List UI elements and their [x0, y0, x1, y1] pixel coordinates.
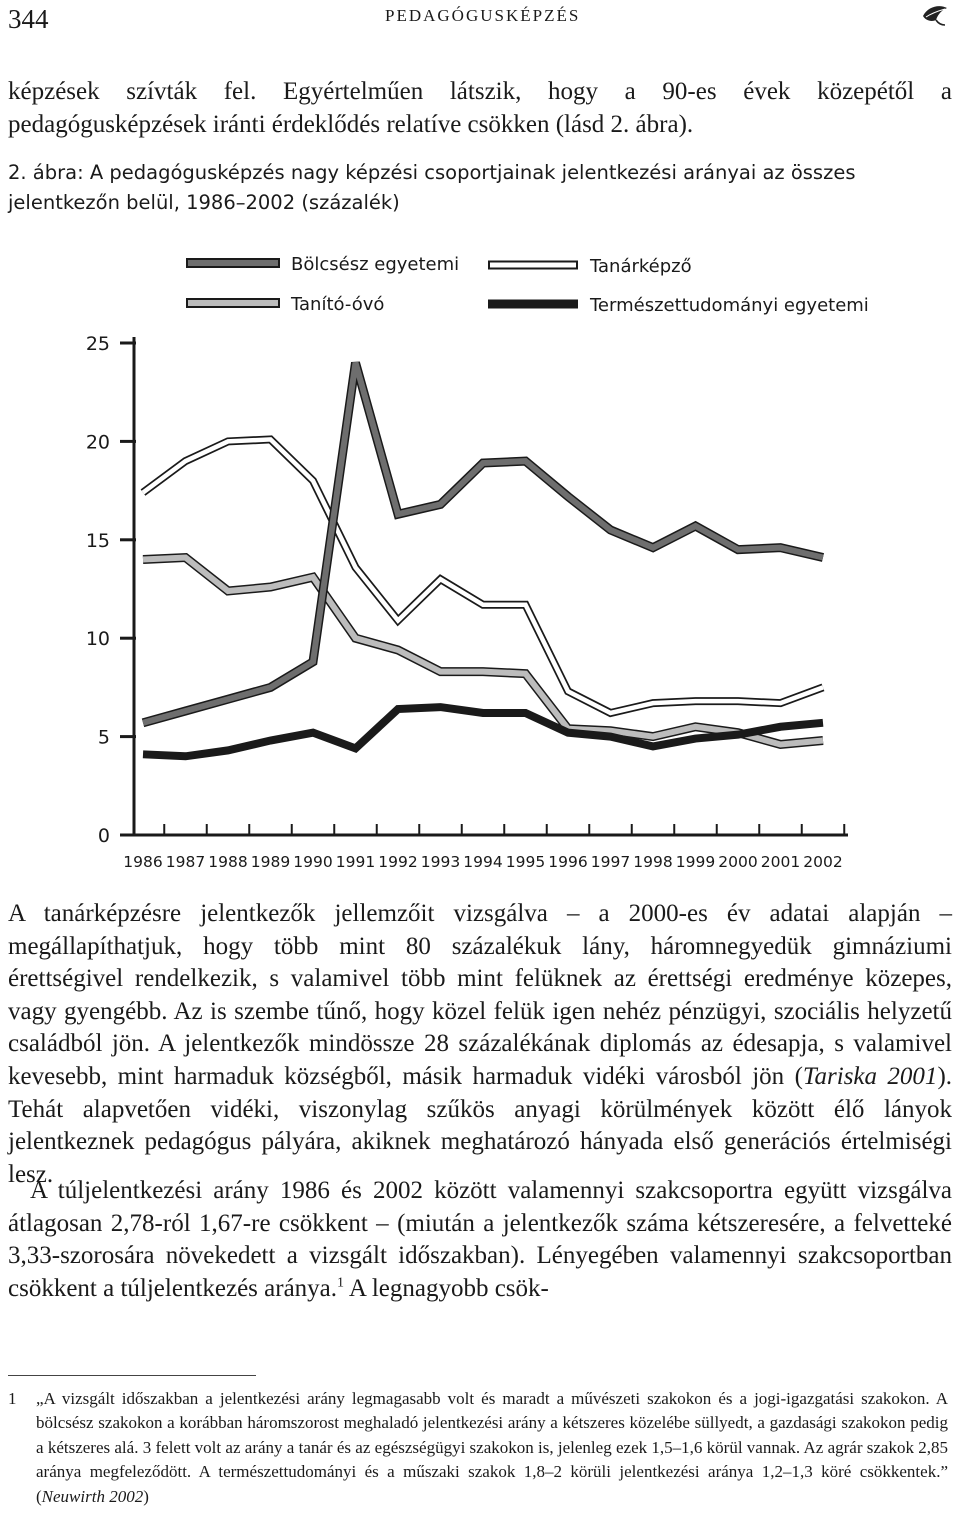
x-tick-label: 2001 — [760, 853, 801, 871]
legend-item-2-label: Tanító-óvó — [291, 294, 385, 315]
x-tick-label: 1999 — [675, 853, 716, 871]
footnote-end: ) — [143, 1486, 149, 1506]
x-tick-label: 2000 — [718, 853, 758, 871]
body-paragraph-1 — [8, 898, 952, 1191]
leaf-ornament-icon — [920, 2, 950, 28]
page-number: 344 — [8, 4, 49, 34]
line-chart — [0, 240, 960, 875]
body-paragraph-2 — [8, 1175, 952, 1305]
chart-series — [143, 363, 823, 757]
intro-paragraph: képzések szívták fel. Egyértelműen látszik, hogy a 90-es évek közepétől a pedagógusképzések iránti érdeklődés relatíve csökken (lásd 2. ábra). — [8, 78, 952, 138]
y-tick-label: 0 — [97, 825, 110, 847]
x-tick-label: 1990 — [293, 853, 333, 871]
x-tick-label: 1988 — [208, 853, 248, 871]
y-axis-ticks — [86, 333, 136, 847]
body-paragraph-1-text: A tanárképzésre jelentkezők jellemzőit vizsgálva – a 2000-es év adatai alapján – megállapíthatjuk, hogy több mint 80 százalékuk lány, háromnegyedük gimnáziumi érettségivel rendelkezik, s valamivel több mint felüknek az érettségi eredménye közepes, vagy gyengébb. Az is szembe tűnő, hogy közel felük igen nehéz pénzügyi, szociális helyzetű családból jön. A jelentkezők mindössze 28 százalékának diplomás az édesapja, s valamivel kevesebb, mint harmaduk községből, másik harmaduk vidéki városból jön ( — [8, 900, 952, 1090]
footnote-number: 1 — [8, 1389, 17, 1408]
body-paragraph-2-text: A túljelentkezési arány 1986 és 2002 között valamennyi szakcsoportra együtt vizsgálva átlagosan 2,78-ról 1,67-re csökkent – (miután a jelentkezők száma kétszeresére, a felvetteké 3,33-szorosára növekedett a vizsgált időszakban). Lényegében valamennyi szakcsoportban csökkent a túljelentkezés aránya. — [8, 1177, 952, 1302]
x-axis-ticks — [123, 824, 844, 871]
body-paragraph-1-end: ). Tehát alapvetően vidéki, viszonylag szűkös anyagi körülmények között élő lányok jelentkeznek pedagógus pályára, akiknek meghatározó hányada első generációs értelmiségi lesz. — [8, 1062, 953, 1188]
y-tick-label: 15 — [85, 529, 110, 552]
legend-item-0-label: Bölcsész egyetemi — [291, 254, 460, 275]
x-tick-label: 1994 — [463, 853, 503, 871]
x-tick-label: 1987 — [165, 853, 206, 871]
x-tick-label: 1989 — [250, 853, 291, 871]
x-tick-label: 1997 — [590, 853, 631, 871]
x-tick-label: 1996 — [548, 853, 588, 871]
y-tick-label: 5 — [97, 726, 110, 749]
y-tick-label: 20 — [85, 431, 110, 454]
chart-legend — [186, 254, 869, 316]
y-tick-label: 10 — [85, 628, 110, 651]
x-tick-label: 1991 — [335, 853, 376, 871]
x-tick-label: 1995 — [505, 853, 546, 871]
legend-item-3-label: Természettudományi egyetemi — [590, 295, 869, 316]
body-paragraph-2-end: A legnagyobb csök- — [344, 1274, 549, 1302]
citation-neuwirth: Neuwirth 2002 — [41, 1486, 144, 1506]
footnote-text — [36, 1387, 948, 1509]
figure-caption: 2. ábra: A pedagógusképzés nagy képzési csoportjainak jelentkezési arányai az összes jelentkezőn belül, 1986–2002 (százalék) — [8, 161, 856, 214]
footnote — [8, 1387, 948, 1509]
x-tick-label: 1992 — [378, 853, 418, 871]
x-tick-label: 2002 — [803, 853, 843, 871]
x-tick-label: 1993 — [420, 853, 461, 871]
legend-item-1-label: Tanárképző — [590, 256, 692, 277]
citation-tariska: Tariska 2001 — [802, 1062, 938, 1090]
footnote-reference: 1 — [337, 1275, 345, 1291]
y-tick-label: 25 — [85, 333, 110, 355]
footnote-rule — [8, 1375, 256, 1376]
x-tick-label: 1986 — [123, 853, 163, 871]
running-title: PEDAGÓGUSKÉPZÉS — [385, 6, 581, 25]
x-tick-label: 1998 — [633, 853, 673, 871]
footnote-body: „A vizsgált időszakban a jelentkezési arány legmagasabb volt és maradt a művészeti szakokon és a jogi-igazgatási szakokon. A bölcsész szakokon a korábban háromszorost meghaladó jelentkezési arány a kétszeres közelébe süllyedt, a gazdasági szakokon pedig a kétszeres alá. 3 felett volt az arány a tanár és az egészségügyi szakokon is, jelenleg ezek 1,5–1,6 körül vannak. Az agrár szakok 2,85 aránya megfeleződött. A természettudományi és a műszaki szakok 1,8–2 körüli jelentkezési aránya 1,2–1,3 köré csökkentek.” ( — [36, 1389, 948, 1506]
